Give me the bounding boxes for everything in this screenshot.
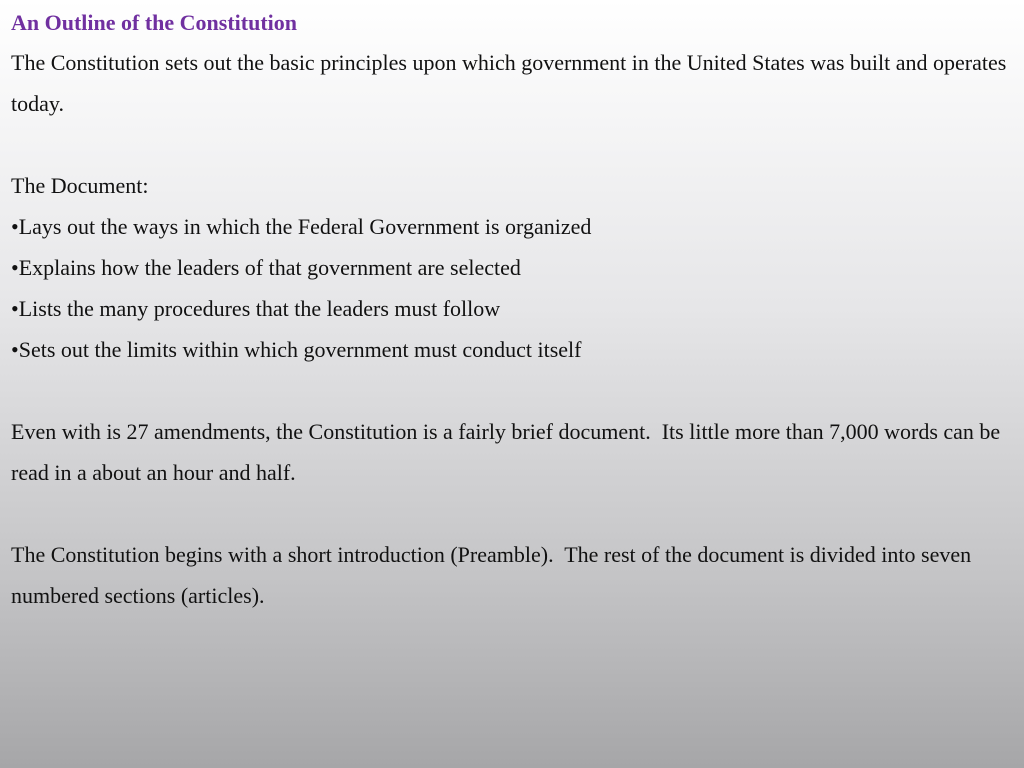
bullet-text: Lays out the ways in which the Federal Government is organized bbox=[18, 214, 592, 239]
list-item bbox=[11, 288, 1014, 329]
spacer bbox=[11, 124, 1014, 165]
bullet-icon: • bbox=[11, 337, 19, 362]
amendments-paragraph: Even with is 27 amendments, the Constitution is a fairly brief document. Its little more than 7,000 words can be read in a about an hour and half. bbox=[11, 419, 1006, 485]
bullet-icon: • bbox=[11, 214, 19, 239]
structure-paragraph: The Constitution begins with a short introduction (Preamble). The rest of the document is divided into seven numbered sections (articles). bbox=[11, 542, 977, 608]
document-heading: The Document: bbox=[11, 173, 149, 198]
spacer bbox=[11, 493, 1014, 534]
list-item bbox=[11, 206, 1014, 247]
list-item bbox=[11, 329, 1014, 370]
slide-title: An Outline of the Constitution bbox=[11, 10, 298, 35]
bullet-icon: • bbox=[11, 296, 19, 321]
bullet-icon: • bbox=[11, 255, 19, 280]
bullet-text: Sets out the limits within which government must conduct itself bbox=[18, 337, 582, 362]
bullet-list bbox=[11, 206, 1014, 370]
intro-paragraph: The Constitution sets out the basic principles upon which government in the United States was built and operates today. bbox=[11, 50, 1012, 116]
bullet-text: Explains how the leaders of that government are selected bbox=[18, 255, 521, 280]
spacer bbox=[11, 370, 1014, 411]
list-item bbox=[11, 247, 1014, 288]
bullet-text: Lists the many procedures that the leaders must follow bbox=[18, 296, 501, 321]
